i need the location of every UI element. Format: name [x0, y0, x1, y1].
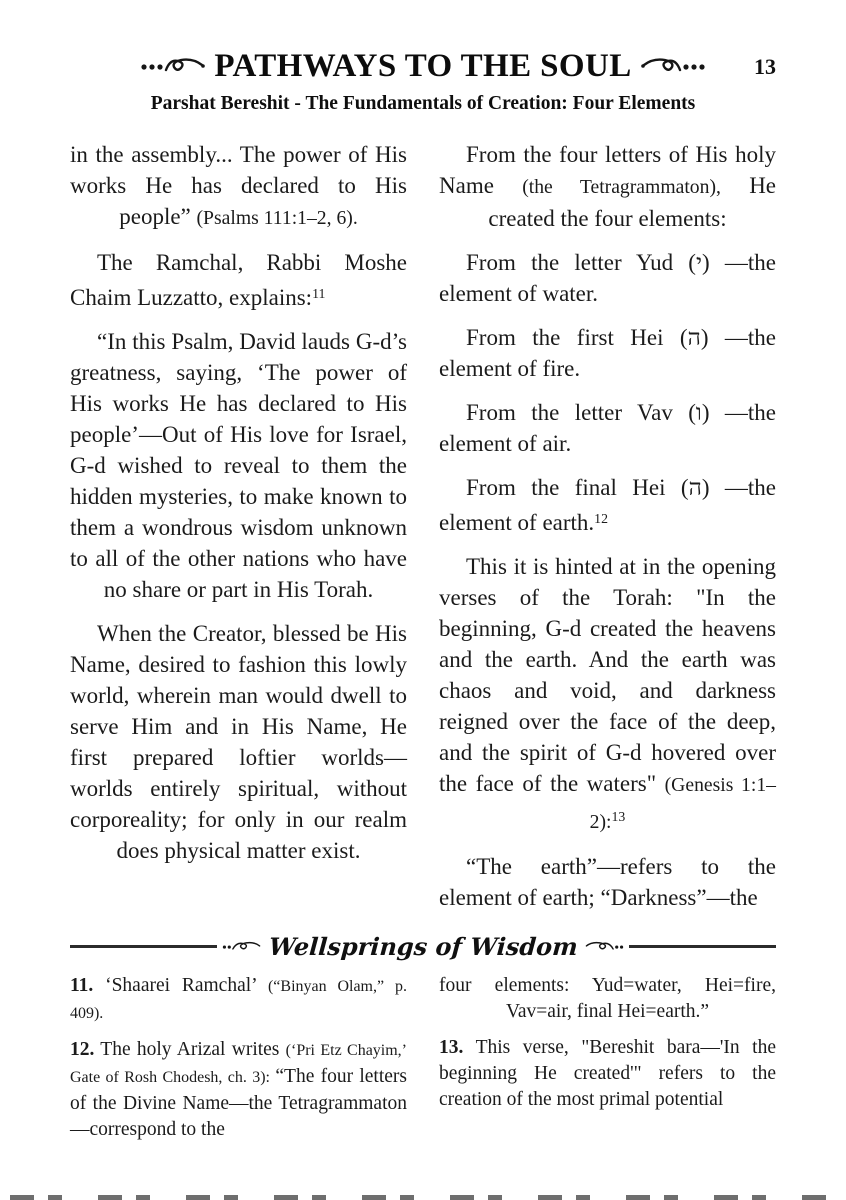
text-segment: (Psalms 111:1–2, 6). [196, 207, 358, 229]
text-segment: From the four letters of His holy Name [439, 142, 776, 198]
page-title: PATHWAYS TO THE SOUL [214, 48, 632, 84]
left-column [70, 139, 407, 926]
text-segment: “The earth”—refers to the element of earth; “Darkness”—the [439, 853, 776, 910]
paragraph [439, 973, 776, 1025]
text-segment: (the Tetragrammaton), [522, 176, 721, 198]
paragraph [439, 1035, 776, 1113]
text-segment: in the assembly... The power of His works He has declared to His people” [70, 142, 407, 229]
paragraph [70, 618, 407, 866]
text-segment: (“Binyan Olam,” p. 409). [70, 977, 407, 1022]
text-segment: This verse, "Bereshit bara—'In the beginning He created'" refers to the creation of the most primal potential [439, 1036, 776, 1110]
text-segment: This it is hinted at in the opening verses of the Torah: "In the beginning, G-d created the heavens and the earth. And the earth was chaos and void, and darkness reigned over the face of the deep, and the spirit of G-d hovered over the face of the waters" [439, 553, 776, 796]
text-segment: 13. [439, 1036, 464, 1058]
text-segment: From the first Hei (ה) —the element of fire. [439, 325, 776, 381]
text-segment: When the Creator, blessed be His Name, desired to fashion this lowly world, wherein man would dwell to serve Him and in His Name, He first prepared loftier worlds—worlds entirely spiritual, without corporeality; for only in our realm does physical matter exist. [70, 620, 407, 863]
text-segment: “In this Psalm, David lauds G-d’s greatness, saying, ‘The power of His works He has declared to His people’—Out of His love for Israel, G-d wished to reveal to them the hidden mysteries, to make known to them a wondrous wisdom unknown to all of the other nations who have no share or part in His Torah. [70, 328, 407, 602]
text-segment: “The four letters of the Divine Name—the Tetragrammaton—correspond to the [70, 1065, 407, 1140]
paragraph [70, 247, 407, 313]
text-segment: (Genesis 1:1–2): [589, 773, 777, 833]
footnote-divider [70, 932, 776, 961]
paragraph [70, 973, 407, 1027]
title-row [70, 46, 776, 86]
text-segment: From the final Hei (ה) —the element of earth. [439, 475, 776, 535]
right-column [439, 139, 776, 926]
paragraph [439, 472, 776, 538]
text-segment: 11 [312, 286, 326, 301]
flourish-right-icon [640, 55, 706, 77]
page-number: 13 [754, 54, 776, 79]
footnotes-right-column [439, 973, 776, 1153]
divider-flourish-right-icon [584, 939, 624, 954]
paragraph [439, 247, 776, 309]
text-segment: 12 [594, 511, 608, 526]
text-segment: From the letter Vav (ו) —the element of air. [439, 400, 776, 456]
paragraph [439, 551, 776, 838]
text-segment: (‘Pri Etz Chayim,’ Gate of Rosh Chodesh, ch. 3): [70, 1041, 407, 1086]
divider-flourish-left-icon [222, 939, 262, 954]
paragraph [70, 139, 407, 234]
paragraph [439, 139, 776, 234]
paragraph [70, 326, 407, 605]
divider-rule-left [70, 945, 217, 948]
page-header [70, 46, 776, 115]
text-segment: ‘Shaarei Ramchal’ [93, 974, 268, 996]
text-segment: four elements: Yud=water, Hei=fire, Vav=air, final Hei=earth.” [439, 974, 776, 1022]
footnotes [70, 973, 776, 1153]
text-segment: 13 [611, 808, 626, 824]
footnote-section-title: Wellsprings of Wisdom [267, 931, 579, 961]
divider-rule-right [629, 945, 776, 948]
chapter-subtitle: Parshat Bereshit - The Fundamentals of Creation: Four Elements [150, 93, 696, 114]
text-segment: The holy Arizal writes [94, 1038, 286, 1060]
text-segment: He created the four elements: [488, 173, 777, 231]
paragraph [439, 397, 776, 459]
text-segment: 12. [70, 1038, 95, 1060]
main-text [70, 139, 776, 926]
text-segment: 11. [70, 974, 94, 996]
paragraph [439, 322, 776, 384]
text-segment: From the letter Yud (י) —the element of water. [439, 250, 776, 306]
cutoff-text-artifact [10, 1195, 836, 1200]
footnotes-left-column [70, 973, 407, 1153]
paragraph [439, 851, 776, 913]
text-segment: The Ramchal, Rabbi Moshe Chaim Luzzatto, explains: [70, 250, 407, 310]
flourish-left-icon [140, 55, 206, 77]
paragraph [70, 1037, 407, 1143]
